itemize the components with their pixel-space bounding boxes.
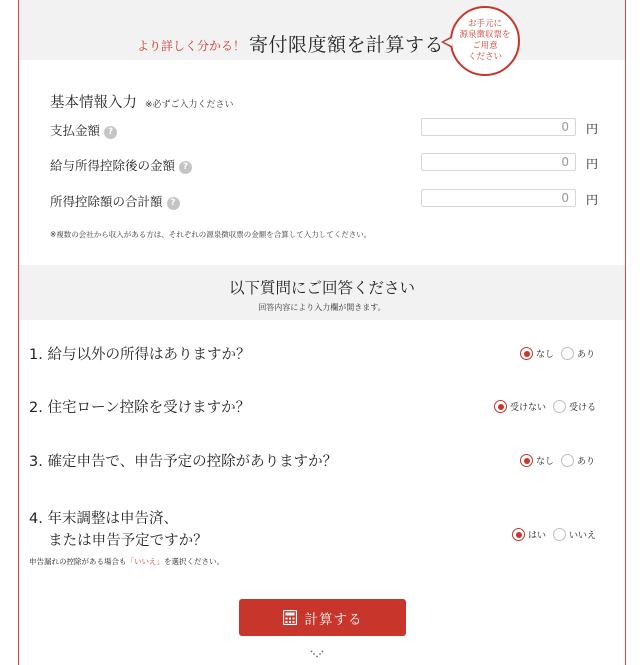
radio-option[interactable] <box>494 400 546 413</box>
radio-button[interactable] <box>512 528 525 541</box>
radio-label: 受けない <box>510 403 547 413</box>
radio-group <box>505 528 596 541</box>
radio-button[interactable] <box>520 347 533 360</box>
deductions-total-input[interactable] <box>421 189 576 207</box>
field-label-text: 給与所得控除後の金額 <box>50 158 176 173</box>
calculate-button-label: 計算する <box>304 611 363 628</box>
unit-label: 円 <box>586 193 599 207</box>
field-row-salary-income <box>50 153 610 175</box>
basic-info-title: 基本情報入力 <box>50 95 137 111</box>
field-row-deductions <box>50 189 610 211</box>
help-icon[interactable]: ? <box>167 197 180 210</box>
radio-option[interactable] <box>553 400 596 413</box>
question-text: 1. 給与以外の所得はありますか？ <box>29 347 251 363</box>
field-row-payment <box>50 118 610 140</box>
note-text: 申告漏れの控除がある場合も <box>29 557 127 566</box>
radio-option[interactable] <box>561 454 595 467</box>
radio-button[interactable] <box>520 454 533 467</box>
question-text: 3. 確定申告で、申告予定の控除がありますか？ <box>29 454 338 470</box>
unit-label: 円 <box>586 157 599 171</box>
radio-label: はい <box>528 531 547 541</box>
salary-income-input[interactable] <box>421 153 576 171</box>
radio-label: なし <box>536 457 555 467</box>
unit-label: 円 <box>586 122 599 136</box>
radio-label: 受ける <box>569 403 597 413</box>
chevron-down-icon <box>310 644 324 663</box>
field-label <box>50 121 117 139</box>
question-2 <box>29 397 619 419</box>
questions-title: 以下質問にご回答ください <box>228 279 415 297</box>
radio-group <box>487 400 596 413</box>
question-note <box>29 556 619 567</box>
question-text: 2. 住宅ローン控除を受けますか？ <box>29 400 251 416</box>
radio-button[interactable] <box>561 347 574 360</box>
calculator-icon <box>283 610 297 625</box>
calculator-header <box>19 0 625 60</box>
field-label <box>50 156 192 174</box>
radio-group <box>513 454 595 467</box>
radio-label: なし <box>536 350 555 360</box>
withholding-slip-badge <box>450 6 520 76</box>
radio-label: あり <box>577 457 596 467</box>
field-label <box>50 192 180 210</box>
questions-header <box>19 265 625 320</box>
radio-option[interactable] <box>520 347 554 360</box>
header-title: 寄付限度額を計算する <box>249 34 445 56</box>
question-3 <box>29 451 619 473</box>
help-icon[interactable]: ? <box>104 126 117 139</box>
radio-option[interactable] <box>553 528 596 541</box>
radio-button[interactable] <box>553 400 566 413</box>
radio-button[interactable] <box>494 400 507 413</box>
field-label-text: 支払金額 <box>50 123 101 138</box>
question-1 <box>29 344 619 366</box>
basic-info-heading <box>50 91 234 112</box>
calculate-button[interactable] <box>239 599 406 636</box>
radio-group <box>513 347 595 360</box>
radio-button[interactable] <box>553 528 566 541</box>
multiple-employers-footnote: ※複数の会社から収入がある方は、それぞれの源泉徴収票の金額を合算して入力してください。 <box>50 230 372 239</box>
radio-label: いいえ <box>569 531 597 541</box>
note-text-end: を選択ください。 <box>164 557 224 566</box>
help-icon[interactable]: ? <box>179 161 192 174</box>
question-text: 4. 年末調整は申告済、 または申告予定ですか？ <box>29 511 208 549</box>
questions-subtitle: 回答内容により入力欄が開きます。 <box>258 303 386 312</box>
question-4 <box>29 508 619 567</box>
badge-text: お手元に 源泉徴収票を ご用意 ください <box>459 19 511 62</box>
field-label-text: 所得控除額の合計額 <box>50 194 163 209</box>
radio-label: あり <box>577 350 596 360</box>
note-highlight: 「いいえ」 <box>126 557 164 566</box>
radio-option[interactable] <box>512 528 546 541</box>
calculator-panel <box>18 0 626 665</box>
required-note: ※必ずご入力ください <box>145 100 234 110</box>
payment-amount-input[interactable] <box>421 118 576 136</box>
radio-button[interactable] <box>561 454 574 467</box>
radio-option[interactable] <box>561 347 595 360</box>
radio-option[interactable] <box>520 454 554 467</box>
header-subtitle: より詳しく分かる！ <box>137 39 246 53</box>
